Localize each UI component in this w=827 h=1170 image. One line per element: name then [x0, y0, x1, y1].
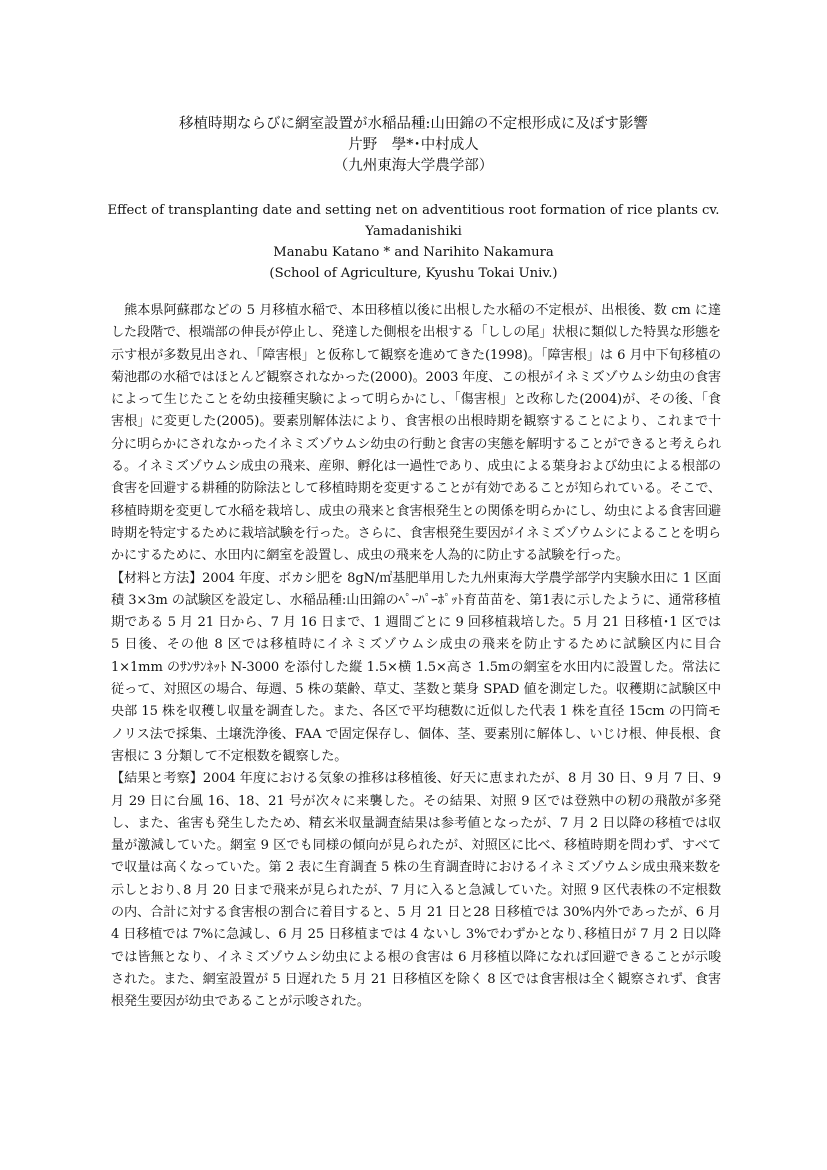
affiliation-japanese: （九州東海大学農学部）: [333, 158, 494, 174]
results-paragraph: 【結果と考察】2004 年度における気象の推移は移植後、好天に恵まれたが、8 月 30 日、9 月 7 日、9 月 29 日に台風 16、18、21 号が次々に来襲した。その結果、対照 9 区では登熟中の籾の飛散が多発し、また、雀害も発生したため、精玄米収量調査結果は参考値となったが、7 月 2 日以降の移植では収量が激減していた。網室 9 区でも同様の傾向が見られたが、対照区に比べ、移植時期を問わず、すべてで収量は高くなっていた。第 2 表に生育調査 5 株の生育調査時におけるイネミズゾウムシ成虫飛来数を示しとおり､8 月 20 日まで飛来が見られたが、7 月に入ると急減していた。対照 9 区代表株の不定根数の内、合計に対する食害根の割合に着目すると、5 月 21 日と28 日移植では 30%内外であったが、6 月 4 日移植では 7%に急減し、6 月 25 日移植までは 4 ないし 3%でわずかとなり､移植日が 7 月 2 日以降では皆無となり、イネミズゾウムシ幼虫による根の食害は 6 月移植以降になれば回避できることが示唆された。また、網室設置が 5 日遅れた 5 月 21 日移植区を除く 8 区では食害根は全く観察されず、食害根発生要因が幼虫であることが示唆された。: [111, 771, 721, 1010]
title-japanese: 移植時期ならびに網室設置が水稲品種:山田錦の不定根形成に及ぼす影響: [179, 116, 648, 132]
authors-english: Manabu Katano * and Narihito Nakamura: [273, 245, 554, 260]
authors-japanese: 片野 學*･中村成人: [348, 137, 479, 153]
title-english-line2: Yamadanishiki: [365, 224, 462, 239]
title-english-line1: Effect of transplanting date and setting net on adventitious root formation of rice plants cv.: [107, 203, 720, 218]
body-text: [111, 300, 721, 1014]
methods-paragraph: 【材料と方法】2004 年度、ボカシ肥を 8gN/㎡基肥単用した九州東海大学農学部学内実験水田に 1 区面積 3×3m の試験区を設定し、水稲品種:山田錦のﾍﾟｰﾊﾟｰﾎﾟｯﾄ育苗苗を、第1表に示したように、通常移植期である 5 月 21 日から、7 月 16 日まで、1 週間ごとに 9 回移植栽培した。5 月 21 日移植･1 区では 5 日後、その他 8 区では移植時にイネミズゾウムシ成虫の飛来を防止するために試験区内に目合 1×1mm のｻﾝｻﾝﾈｯﾄ N-3000 を添付した縦 1.5×横 1.5×高さ 1.5mの網室を水田内に設置した。常法に従って、対照区の場合、毎週、5 株の葉齢、草丈、茎数と葉身 SPAD 値を測定した。収穫期に試験区中央部 15 株を収穫し収量を調査した。また、各区で平均穂数に近似した代表 1 株を直径 15cm の円筒モノリス法で採集、土壌洗浄後、FAA で固定保存し、個体、茎、要素別に解体し、いじけ根、伸長根、食害根に 3 分類して不定根数を観察した。: [111, 570, 721, 764]
affiliation-english: (School of Agriculture, Kyushu Tokai Univ.): [269, 266, 558, 281]
introduction-paragraph: 熊本県阿蘇郡などの 5 月移植水稲で、本田移植以後に出根した水稲の不定根が、出根後、数 cm に達した段階で、根端部の伸長が停止し、発達した側根を出根する「ししの尾」状根に類似した特異な形態を示す根が多数見出され、「障害根」と仮称して観察を進めてきた(1998)。「障害根」は 6 月中下旬移植の菊池郡の水稲ではほとんど観察されなかった(2000)。2003 年度、この根がイネミズゾウムシ幼虫の食害によって生じたことを幼虫接種実験によって明らかにし、「傷害根」と改称した(2004)が、その後、「食害根」に変更した(2005)。要素別解体法により、食害根の出根時期を観察することにより、これまで十分に明らかにされなかったイネミズゾウムシ幼虫の行動と食害の実態を解明することができると考えられる。イネミズゾウムシ成虫の飛来、産卵、孵化は一過性であり、成虫による葉身および幼虫による根部の食害を回避する耕種的防除法として移植時期を変更することが有効であることが知られている。そこで、移植時期を変更して水稲を栽培し、成虫の飛来と食害根発生との関係を明らかにし、幼虫による食害回避時期を特定するために栽培試験を行った。さらに、食害根発生要因がイネミズゾウムシによることを明らかにするために、水田内に網室を設置し、成虫の飛来を人為的に防止する試験を行った。: [111, 303, 721, 564]
